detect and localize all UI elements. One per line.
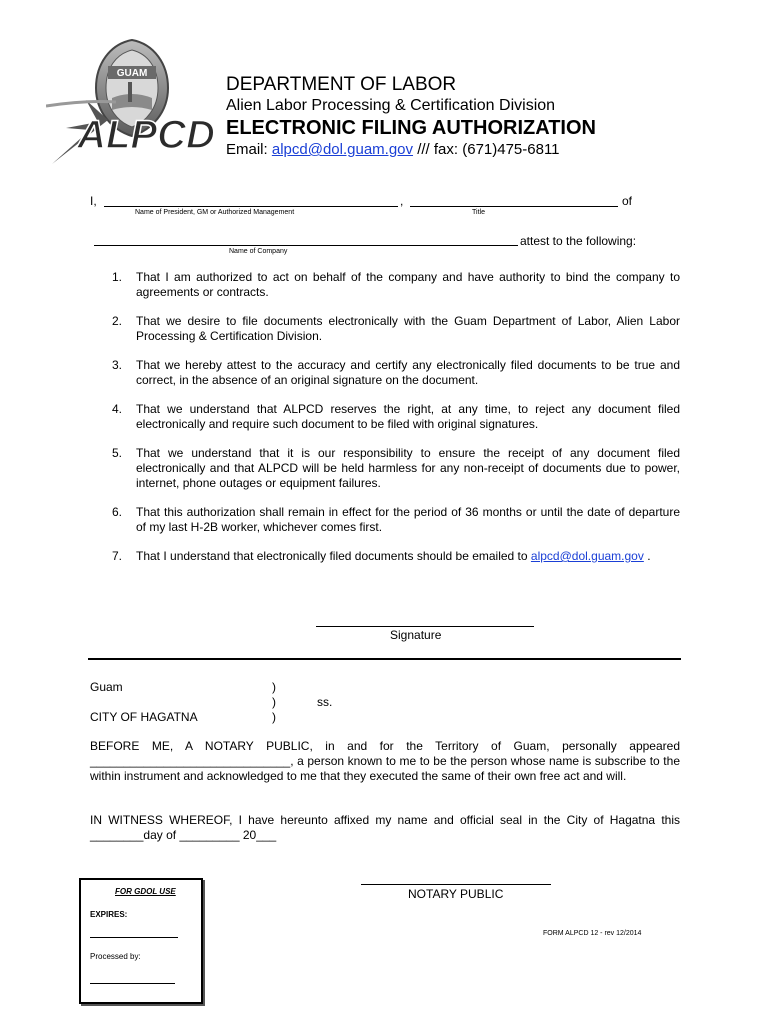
company-field[interactable] bbox=[94, 245, 518, 246]
item7-email-link[interactable]: alpcd@dol.guam.gov bbox=[530, 549, 644, 563]
expires-field[interactable] bbox=[90, 937, 178, 938]
company-caption: Name of Company bbox=[229, 248, 288, 255]
year-blank[interactable]: 20___ bbox=[242, 828, 277, 842]
gdol-use-box bbox=[79, 878, 203, 1004]
department-heading: DEPARTMENT OF LABOR bbox=[226, 74, 457, 95]
signature-line[interactable] bbox=[316, 626, 534, 627]
logo-text: ALPCD bbox=[77, 113, 215, 157]
signature-label: Signature bbox=[390, 628, 442, 642]
notary-public-label: NOTARY PUBLIC bbox=[408, 887, 504, 901]
alpcd-logo bbox=[46, 36, 218, 166]
venue-guam: Guam bbox=[90, 680, 123, 694]
list-item: 4. That we understand that ALPCD reserves the right, at any time, to reject any document filed electronically and require such document to be filed with original signatures. bbox=[112, 402, 680, 431]
fax-label: fax: bbox=[433, 141, 459, 158]
division-heading: Alien Labor Processing & Certification Division bbox=[226, 97, 556, 114]
day-blank[interactable]: ________ bbox=[90, 828, 144, 842]
gdol-box-title: FOR GDOL USE bbox=[115, 887, 176, 896]
ss-label: ss. bbox=[317, 695, 333, 709]
processed-field[interactable] bbox=[90, 983, 175, 984]
email-label: Email: bbox=[226, 141, 268, 158]
list-item: 5. That we understand that it is our responsibility to ensure the receipt of any document filed electronically and that ALPCD will be held harmless for any non-receipt of documents due to power, internet, phone outages or equipment failures. bbox=[112, 446, 680, 490]
declarant-prefix: I, bbox=[90, 194, 97, 208]
form-id: FORM ALPCD 12 - rev 12/2014 bbox=[543, 930, 642, 937]
paren: ) bbox=[272, 695, 276, 709]
expires-label: EXPIRES: bbox=[90, 910, 128, 919]
witness-statement: IN WITNESS WHEREOF, I have hereunto affixed my name and official seal in the City of Hagatna this ________day of _________ 20___ bbox=[90, 813, 680, 842]
list-item: 1. That I am authorized to act on behalf of the company and have authority to bind the company to agreements or contracts. bbox=[112, 270, 680, 299]
name-caption: Name of President, GM or Authorized Management bbox=[135, 209, 295, 216]
notary-signature-line[interactable] bbox=[361, 884, 551, 885]
list-item: 7. That I understand that electronically filed documents should be emailed to alpcd@dol.guam.gov . bbox=[112, 549, 651, 563]
declarant-of: of bbox=[622, 194, 633, 208]
processed-label: Processed by: bbox=[90, 952, 141, 961]
list-item: 2. That we desire to file documents electronically with the Guam Department of Labor, Alien Labor Processing & Certification Division. bbox=[112, 314, 680, 343]
attest-text: attest to the following: bbox=[520, 234, 637, 248]
fax-number: (671)475-6811 bbox=[462, 141, 560, 158]
list-item: 3. That we hereby attest to the accuracy and certify any electronically filed documents to be true and correct, in the absence of an original signature on the document. bbox=[112, 358, 680, 387]
attestation-list bbox=[100, 270, 680, 578]
venue-city: CITY OF HAGATNA bbox=[90, 710, 198, 724]
paren: ) bbox=[272, 680, 276, 694]
contact-line bbox=[226, 141, 560, 158]
title-field[interactable] bbox=[410, 206, 618, 207]
title-caption: Title bbox=[472, 209, 485, 216]
form-title: ELECTRONIC FILING AUTHORIZATION bbox=[226, 117, 596, 139]
header-email-link[interactable]: alpcd@dol.guam.gov bbox=[271, 141, 414, 158]
section-divider bbox=[88, 658, 681, 660]
list-item: 6. That this authorization shall remain in effect for the period of 36 months or until the date of departure of my last H-2B worker, whichever comes first. bbox=[112, 505, 680, 534]
notary-statement: BEFORE ME, A NOTARY PUBLIC, in and for the Territory of Guam, personally appeared ______________________________, a person known to me to be the person whose name is subscribe to the within instrument and acknowledged to me that they executed the same of their own free act and will. bbox=[90, 739, 680, 783]
separator: /// bbox=[417, 141, 430, 158]
paren: ) bbox=[272, 710, 276, 724]
name-field[interactable] bbox=[104, 206, 398, 207]
person-blank[interactable]: ______________________________ bbox=[90, 754, 291, 768]
month-blank[interactable]: _________ bbox=[179, 828, 240, 842]
logo-top-text: GUAM bbox=[116, 68, 148, 79]
declarant-comma: , bbox=[400, 194, 404, 208]
